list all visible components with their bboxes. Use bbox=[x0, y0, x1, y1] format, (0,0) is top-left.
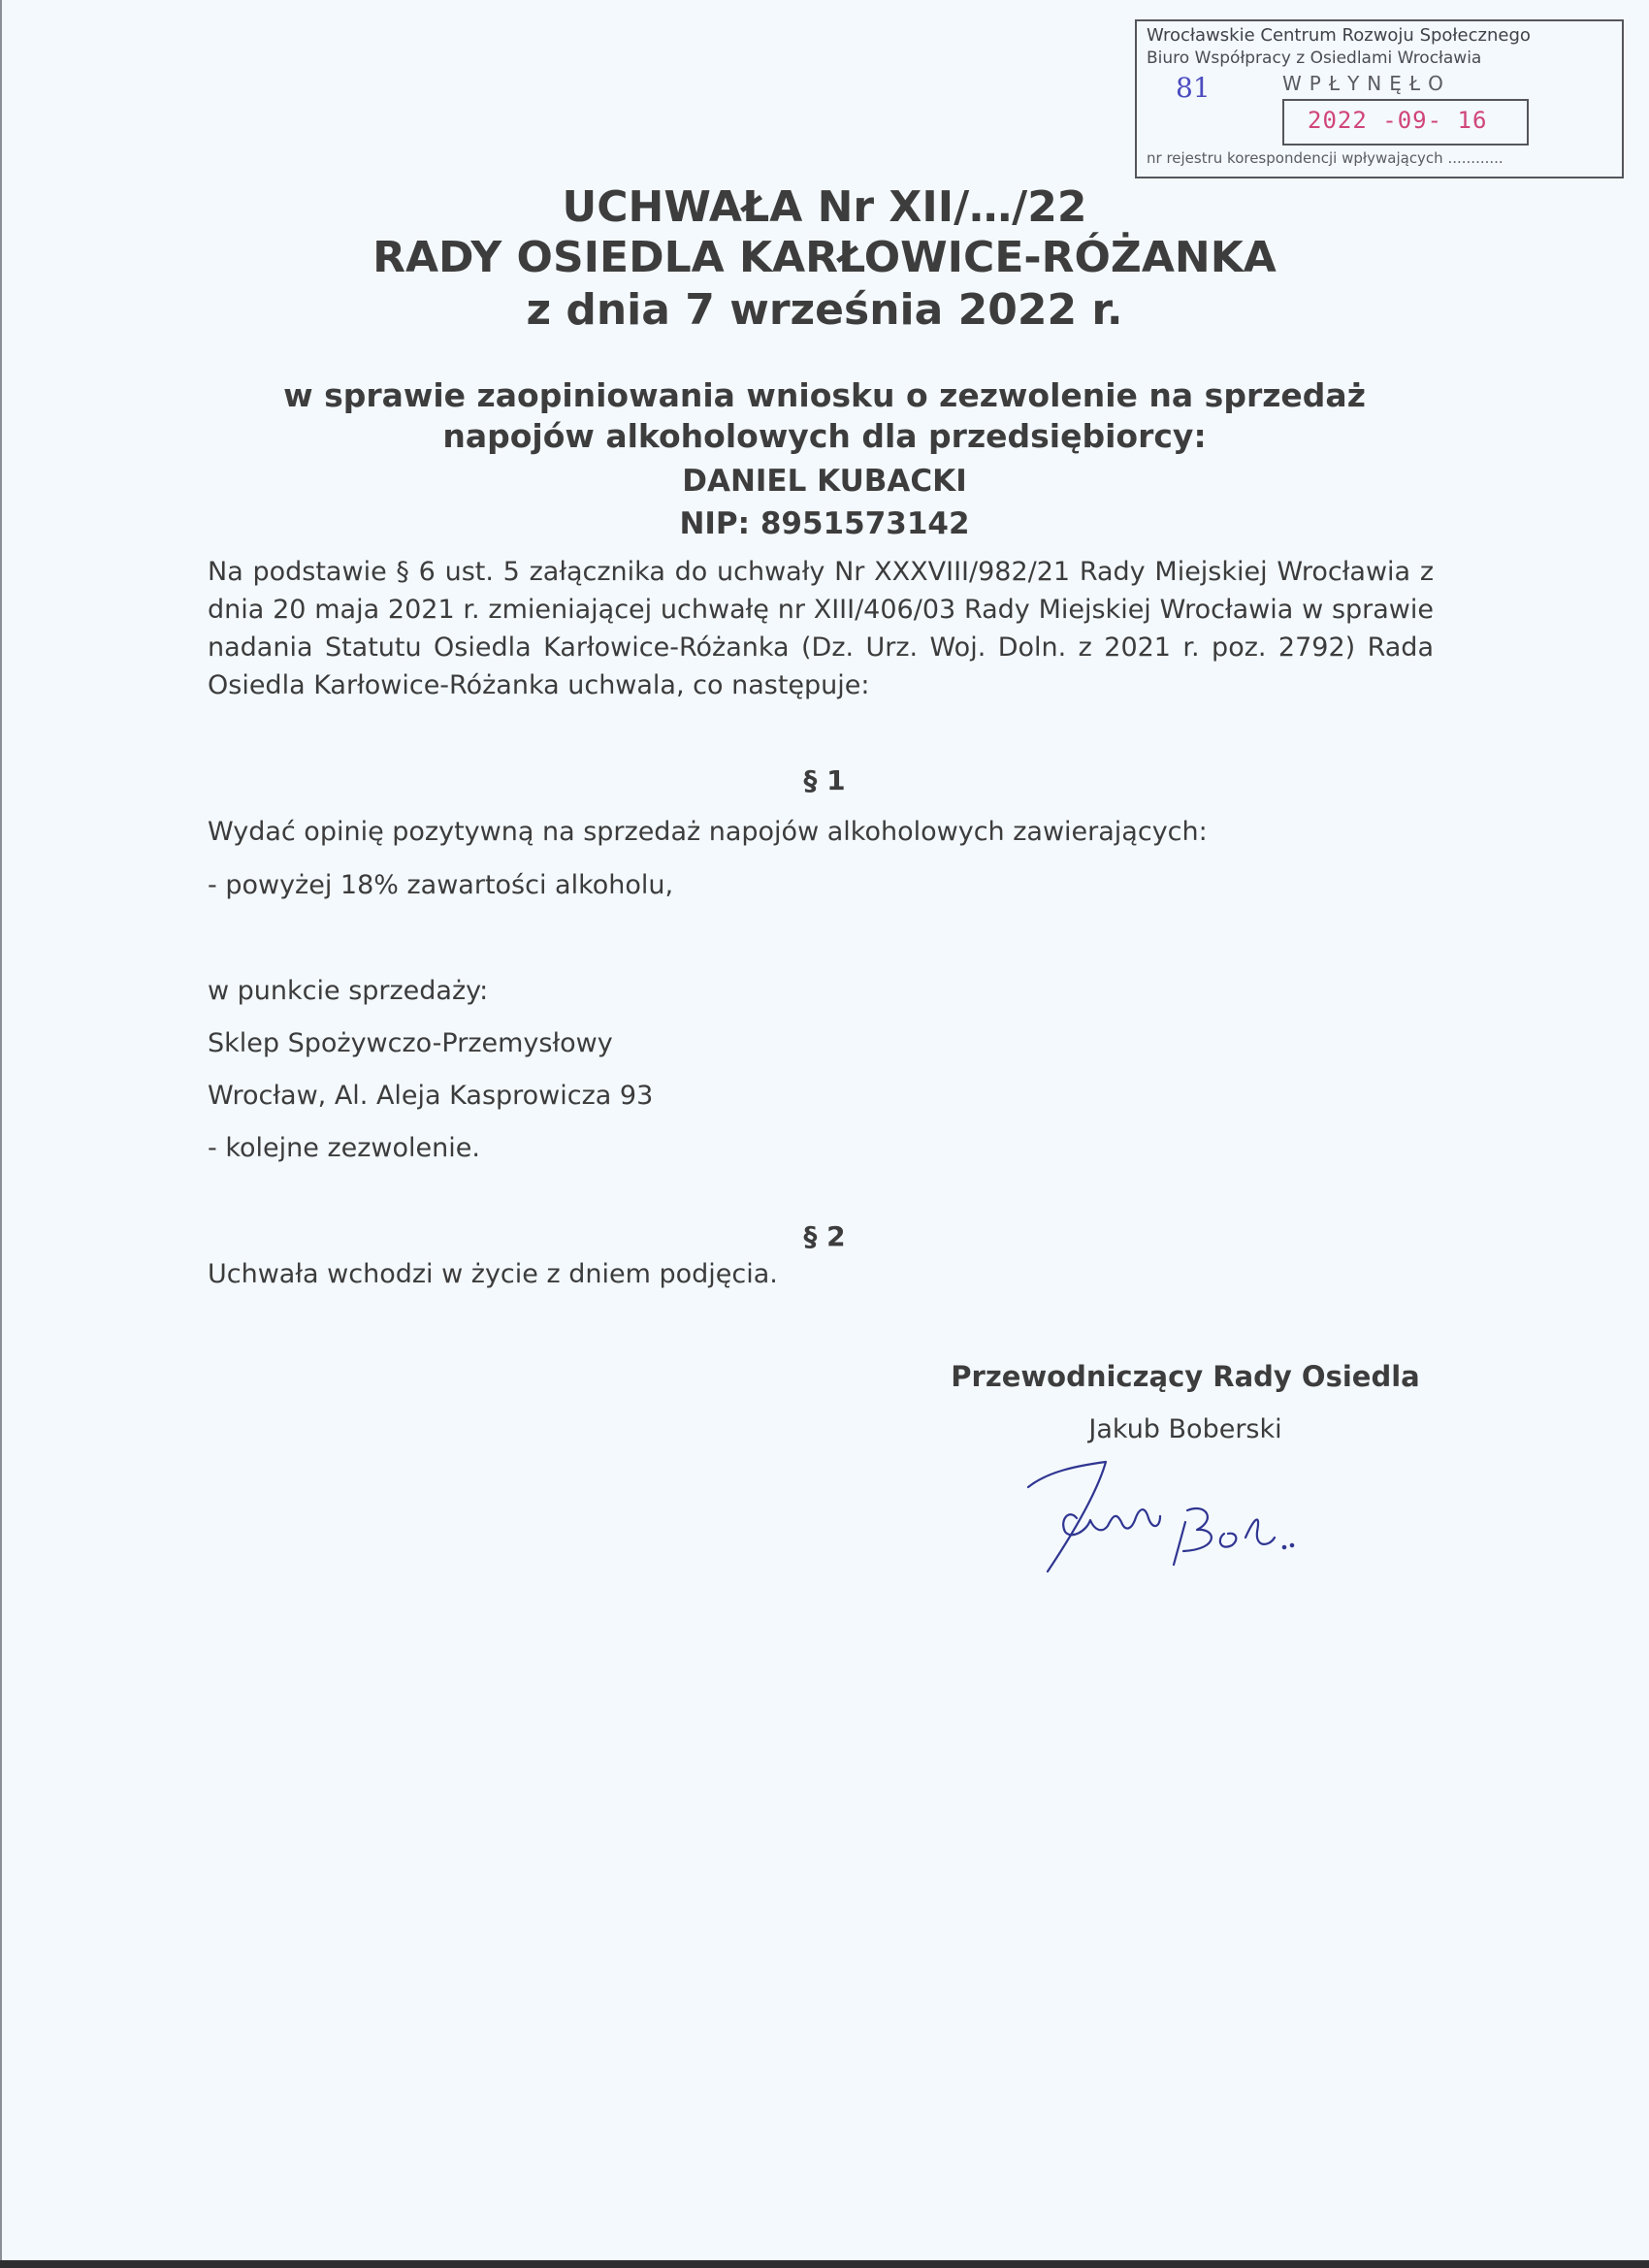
section-1-line: - powyżej 18% zawartości alkoholu, bbox=[208, 870, 674, 900]
stamp-received-label: WPŁYNĘŁO bbox=[1282, 72, 1451, 95]
stamp-handwritten-number: 81 bbox=[1176, 72, 1211, 104]
stamp-department: Biuro Współpracy z Osiedlami Wrocławia bbox=[1147, 49, 1482, 68]
section-1-line: w punkcie sprzedaży: bbox=[208, 976, 489, 1006]
section-2-heading: § 2 bbox=[803, 1220, 846, 1252]
sale-point-address: Wrocław, Al. Aleja Kasprowicza 93 bbox=[208, 1081, 654, 1111]
resolution-number: UCHWAŁA Nr XII/…/22 bbox=[562, 182, 1087, 232]
resolution-date: z dnia 7 września 2022 r. bbox=[526, 285, 1123, 335]
scan-border bbox=[0, 2260, 1649, 2268]
section-1-line: Wydać opinię pozytywną na sprzedaż napojów alkoholowych zawierających: bbox=[208, 817, 1208, 847]
received-stamp bbox=[1135, 19, 1624, 178]
entrepreneur-nip: NIP: 8951573142 bbox=[679, 506, 970, 541]
handwritten-signature bbox=[1009, 1450, 1436, 1590]
signature-icon bbox=[1009, 1450, 1436, 1586]
legal-basis: Na podstawie § 6 ust. 5 załącznika do uchwały Nr XXXVIII/982/21 Rady Miejskiej Wrocławia z dnia 20 maja 2021 r. zmieniającej uchwałę nr XIII/406/03 Rady Miejskiej Wrocławia w sprawie nadania Statutu Osiedla Karłowice-Różanka (Dz. Urz. Woj. Doln. z 2021 r. poz. 2792) Rada Osiedla Karłowice-Różanka uchwala, co następuje: bbox=[208, 557, 1434, 700]
scan-edge bbox=[0, 0, 2, 2260]
stamp-date-box bbox=[1282, 99, 1529, 146]
subject-line-1: w sprawie zaopiniowania wniosku o zezwolenie na sprzedaż bbox=[283, 376, 1366, 414]
signatory-title: Przewodniczący Rady Osiedla bbox=[951, 1360, 1420, 1393]
stamp-register-line: nr rejestru korespondencji wpływających ............ bbox=[1147, 149, 1504, 167]
subject-line-2: napojów alkoholowych dla przedsiębiorcy: bbox=[442, 417, 1207, 455]
section-2-text: Uchwała wchodzi w życie z dniem podjęcia. bbox=[208, 1259, 778, 1289]
stamp-date: 2022 -09- 16 bbox=[1308, 107, 1488, 134]
stamp-institution: Wrocławskie Centrum Rozwoju Społecznego bbox=[1147, 25, 1531, 46]
signatory-name: Jakub Boberski bbox=[1088, 1414, 1282, 1444]
council-name: RADY OSIEDLA KARŁOWICE-RÓŻANKA bbox=[372, 233, 1277, 282]
section-1-line: - kolejne zezwolenie. bbox=[208, 1133, 480, 1163]
sale-point-name: Sklep Spożywczo-Przemysłowy bbox=[208, 1028, 613, 1058]
entrepreneur-name: DANIEL KUBACKI bbox=[682, 464, 967, 499]
section-1-heading: § 1 bbox=[803, 764, 846, 796]
